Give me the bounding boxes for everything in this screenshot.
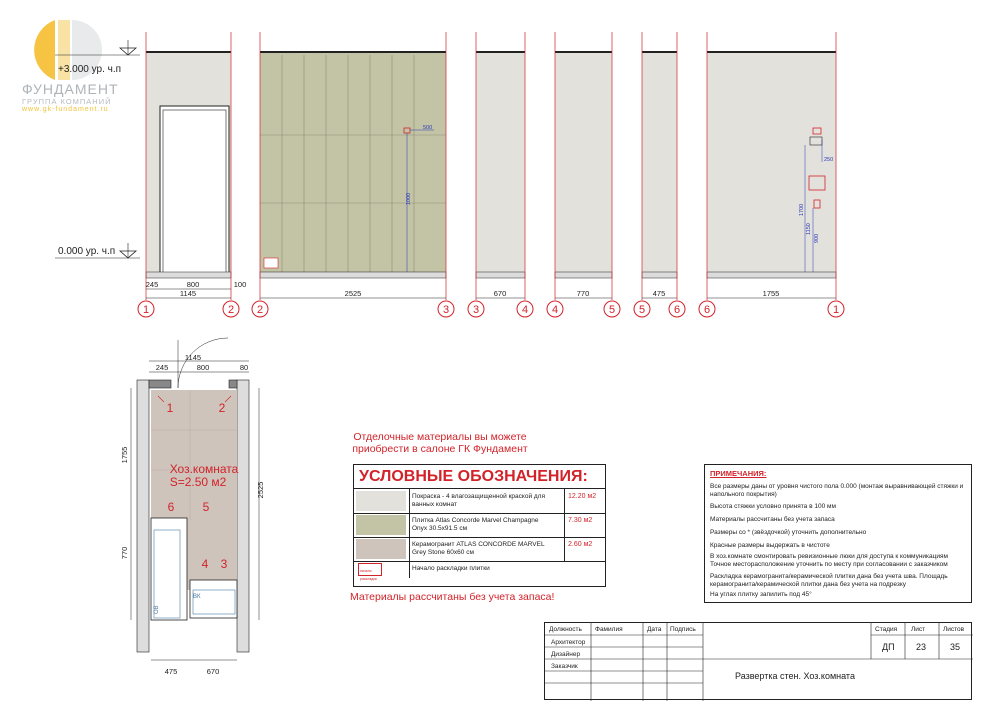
axis-label: 6 (703, 304, 711, 316)
dim-text: 1755 (762, 289, 780, 298)
dim-text: 80 (239, 363, 249, 372)
room-area: S=2.50 м2 (169, 475, 227, 489)
legend-swatch (356, 515, 406, 535)
legend-row (354, 537, 605, 562)
legend-row (354, 489, 605, 514)
dim-text: 100 (233, 280, 247, 289)
dim-text: 245 (145, 280, 159, 289)
plan-corner-label: 4 (201, 557, 209, 571)
plan-corner-label: 1 (166, 401, 174, 415)
dim-text: 500 (423, 125, 433, 131)
logo-name: ФУНДАМЕНТ (22, 81, 119, 97)
dim-text: 1145 (184, 353, 202, 362)
dim-text: 245 (155, 363, 169, 372)
stamp-sheet: 23 (916, 642, 927, 652)
note-item: Красные размеры выдержать в чистоте (710, 542, 830, 549)
elevation-2-3 (260, 52, 446, 278)
plan-corner-label: 2 (218, 401, 226, 415)
axis-label: 6 (673, 304, 681, 316)
note-item: Высота стяжки условно принята в 100 мм (710, 503, 836, 510)
axis-label: 4 (551, 304, 559, 316)
level-top-label: +3.000 ур. ч.п (58, 64, 122, 75)
legend-swatch (356, 539, 406, 559)
axis-label: 5 (638, 304, 646, 316)
stamp-header: Дата (647, 626, 662, 633)
axis-label: 2 (227, 304, 235, 316)
notes-box (704, 464, 972, 603)
axis-label: 4 (521, 304, 529, 316)
dimension-lines (146, 289, 836, 298)
elevation-1-2 (146, 52, 231, 278)
legend-text: Покраска - 4 влагозащищенной краской для ванных комнат (412, 493, 545, 508)
ov-label: ОВ (154, 605, 160, 614)
stamp-header: Подпись (670, 626, 696, 633)
legend-area: 7.30 м2 (568, 517, 593, 524)
axis-label: 3 (472, 304, 480, 316)
axis-label: 3 (442, 304, 450, 316)
legend-swatch (356, 491, 406, 511)
footer-warning: Материалы рассчитаны без учета запаса! (350, 591, 555, 603)
legend-table (353, 464, 606, 587)
legend-area: 2.60 м2 (568, 541, 593, 548)
promo-text: Отделочные материалы вы можете приобрести в салоне ГК Фундамент (352, 431, 528, 455)
stamp-role: Заказчик (551, 663, 578, 670)
elevation-3-4 (476, 52, 525, 278)
title-block (544, 622, 972, 700)
note-item: Материалы рассчитаны без учета запаса (710, 516, 835, 523)
dim-text: 770 (576, 289, 590, 298)
stamp-stage-header: Стадия (875, 626, 898, 633)
dim-text: 1700 (799, 203, 805, 216)
legend-row (354, 561, 605, 581)
dim-text: 770 (120, 546, 129, 560)
note-item: Размеры со * (звёздочкой) уточнить дополнительно (710, 529, 867, 536)
stamp-header: Должность (549, 626, 582, 633)
legend-title: УСЛОВНЫЕ ОБОЗНАЧЕНИЯ: (354, 465, 605, 489)
drawing-title: Развертка стен. Хоз.комната (735, 671, 855, 681)
axis-label: 1 (832, 304, 840, 316)
dim-text: 2525 (256, 481, 265, 499)
dim-text: 475 (164, 667, 178, 676)
stamp-sheet-header: Лист (911, 626, 926, 633)
axis-label: 5 (608, 304, 616, 316)
room-name: Хоз.комната (169, 462, 239, 476)
stamp-role: Архитектор (551, 639, 586, 646)
elevation-6-1 (707, 52, 836, 278)
stamp-sheets-header: Листов (943, 626, 965, 633)
legend-text: Керамогранит ATLAS CONCORDE MARVEL Grey Stone 60х60 см (412, 541, 545, 556)
dim-text: 1000 (406, 192, 412, 205)
vk-label: ВК (193, 594, 201, 600)
dim-text: 670 (493, 289, 507, 298)
legend-marker-caption: начало раскладки (360, 569, 377, 581)
stamp-role: Дизайнер (551, 651, 581, 658)
note-item: Все размеры даны от уровня чистого пола 0.000 (монтаж выравнивающей стяжки и напольного покрытия) (710, 483, 964, 498)
dim-text: 800 (186, 280, 200, 289)
plan-corner-label: 5 (202, 500, 210, 514)
legend-text: Плитка Atlas Concorde Marvel Champagne Onyx 30.5х91.5 см (412, 517, 539, 532)
note-item: Раскладка керамогранита/керамической плитки дана без учета шва. Площадь керамогранита/керамической плитки дана без учета на подрезку (710, 573, 948, 588)
dim-text: 2525 (344, 289, 362, 298)
elevation-5-6 (642, 52, 677, 278)
level-bottom-label: 0.000 ур. ч.п (58, 246, 116, 257)
notes-title: ПРИМЕЧАНИЯ: (710, 469, 767, 478)
logo-url[interactable]: www.gk-fundament.ru (22, 106, 109, 113)
legend-row (354, 513, 605, 538)
axis-bubbles (138, 301, 844, 317)
note-item: В хоз.комнате смонтировать ревизионные люки для доступа к коммуникациям Точное месторасположение уточнить по месту при согласовании с заказчиком (710, 553, 948, 568)
stamp-header: Фамилия (595, 626, 623, 633)
legend-text: Начало раскладки плитки (412, 565, 490, 572)
note-item: На углах плитку запилить под 45° (710, 591, 812, 598)
legend-area: 12.20 м2 (568, 493, 597, 500)
logo-subtitle: ГРУППА КОМПАНИЙ (22, 97, 112, 106)
stamp-sheets: 35 (950, 642, 961, 652)
dim-text: 1145 (179, 289, 197, 298)
stamp-stage: ДП (882, 642, 895, 652)
axis-label: 1 (142, 304, 150, 316)
floor-plan (131, 338, 259, 660)
dim-text: 475 (652, 289, 666, 298)
elevation-4-5 (555, 52, 612, 278)
tile-start-marker-icon (358, 563, 382, 581)
axis-label: 2 (256, 304, 264, 316)
plan-corner-label: 3 (220, 557, 228, 571)
dim-text: 1755 (120, 446, 129, 464)
dim-text: 1150 (806, 223, 812, 235)
dim-text: 800 (196, 363, 210, 372)
plan-corner-label: 6 (167, 500, 175, 514)
dim-text: 670 (206, 667, 220, 676)
dim-text: 900 (814, 233, 820, 243)
dim-text: 250 (824, 157, 834, 163)
